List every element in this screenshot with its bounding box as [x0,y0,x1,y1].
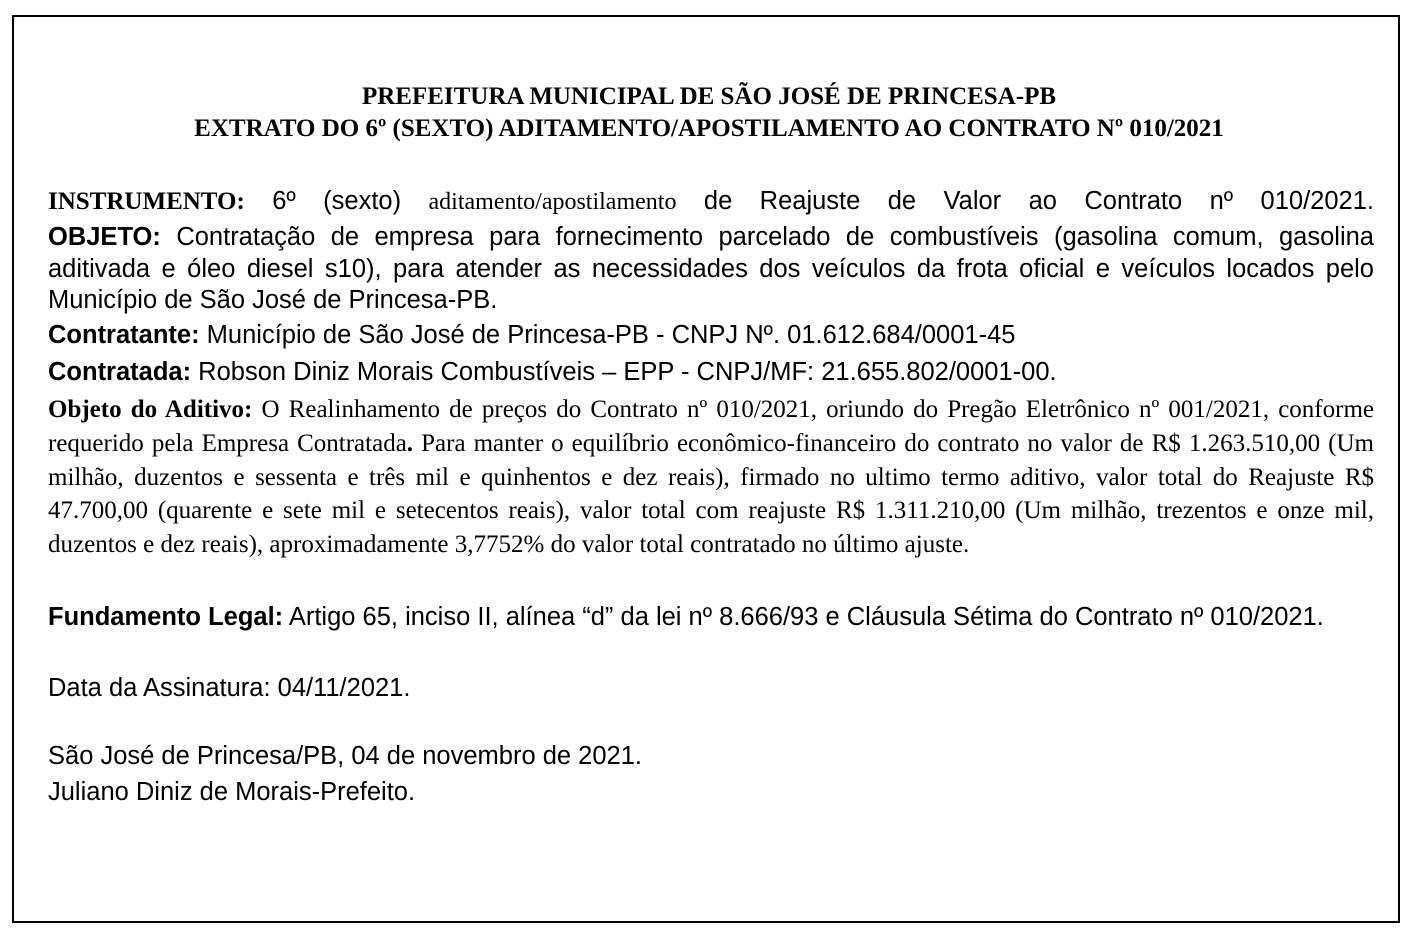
fundamento-text: Artigo 65, inciso II, alínea “d” da lei nº 8.666/93 e Cláusula Sétima do Contrato nº 010/2021. [283,603,1324,631]
contratante-label: Contratante: [48,321,200,349]
contratante-text: Município de São José de Princesa-PB - CNPJ Nº. 01.612.684/0001-45 [199,321,1016,349]
data-assinatura: Data da Assinatura: 04/11/2021. [48,674,411,702]
local-data: São José de Princesa/PB, 04 de novembro de 2021. [48,742,642,770]
contratada-paragraph [48,357,1374,389]
instrumento-description: de Reajuste de Valor ao Contrato nº 010/2021. [676,187,1374,215]
assinatura: Juliano Diniz de Morais-Prefeito. [48,778,416,806]
header-title: PREFEITURA MUNICIPAL DE SÃO JOSÉ DE PRINCESA-PB [361,83,1057,110]
objeto-aditivo-paragraph [48,393,1374,562]
instrumento-label: INSTRUMENTO: [48,188,245,215]
objeto-aditivo-label: Objeto do Aditivo: [48,396,253,423]
instrumento-paragraph [48,185,1374,220]
instrumento-number: 6º (sexto) [244,187,429,215]
instrumento-type: aditamento/apostilamento [428,189,677,215]
objeto-paragraph [48,222,1374,317]
objeto-aditivo-text-2: Para manter o equilíbrio econômico-financeiro do contrato no valor de R$ 1.263.510,00 (Um milhão, duzentos e sessenta e três mil e quinhentos e dez reais), firmado no ultimo termo aditivo, valor total do Reajuste R$ 47.700,00 (quarente e sete mil e setecentos reais), valor total com reajuste R$ 1.311.210,00 (Um milhão, trezentos e onze mil, duzentos e dez reais), aproximadamente 3,7752% do valor total contratado no último ajuste. [48,429,1374,559]
objeto-label: OBJETO: [48,223,161,251]
contratada-label: Contratada: [48,358,192,386]
fundamento-paragraph [48,602,1374,634]
contratante-paragraph [48,320,1374,352]
fundamento-label: Fundamento Legal: [48,603,284,631]
objeto-text: Contratação de empresa para fornecimento parcelado de combustíveis (gasolina comum, gasolina aditivada e óleo diesel s10), para atender as necessidades dos veículos da frota oficial e veículos locados pelo Município de São José de Princesa-PB. [48,223,1374,314]
document-header [0,81,1418,145]
objeto-aditivo-dot: . [406,429,414,457]
header-subtitle: EXTRATO DO 6º (SEXTO) ADITAMENTO/APOSTILAMENTO AO CONTRATO Nº 010/2021 [194,115,1224,142]
objeto-aditivo-text-1: O Realinhamento de preços do Contrato nº 010/2021, oriundo do Pregão Eletrônico nº 001/2021, conforme requerido pela Empresa Contratada [48,396,1374,457]
contratada-text: Robson Diniz Morais Combustíveis – EPP - CNPJ/MF: 21.655.802/0001-00. [191,358,1057,386]
